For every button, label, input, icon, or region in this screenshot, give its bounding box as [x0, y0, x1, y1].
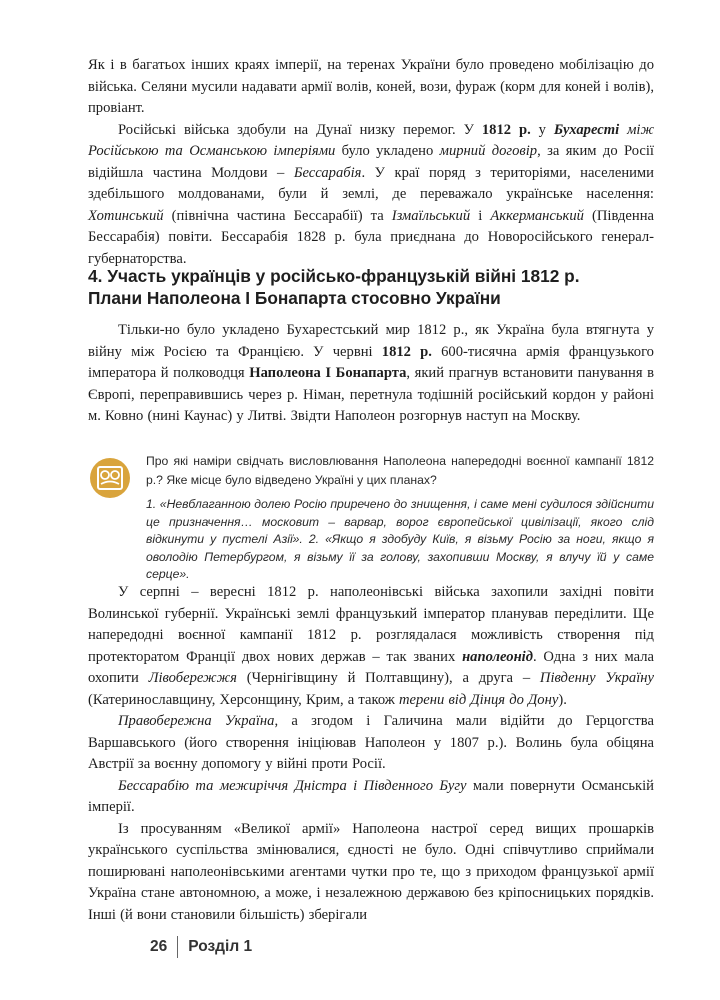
text-run: ).: [558, 691, 567, 708]
section-label: Розділ 1: [188, 938, 253, 955]
text-run: (північна частина Бессарабії) та: [163, 207, 392, 224]
text-run: було укладено: [335, 143, 440, 159]
text-run: , а згодом і Галичина мали відійти до Герцогства Варшавського (його створення ініціював Наполеон у 1807 р.). Волинь була обіцяна Австрії за воєнну допомогу у війні проти Росії.: [88, 713, 654, 772]
text-run: Бессарабія: [293, 164, 362, 181]
section-text: [88, 320, 654, 428]
text-run: , за яким до Росії відійшла частина Молдови –: [88, 143, 654, 181]
paragraph: [88, 711, 654, 776]
text-run: 1812 р.: [481, 121, 531, 138]
text-run: , який прагнув встановити панування в Європі, переправившись через р. Німан, перетнула тодішній російський кордон у районі м. Ковно (нині Каунас) у Литві. Звідти Наполеон розгорнув наступ на Москву.: [88, 365, 654, 424]
text-run: 1812 р.: [381, 343, 432, 360]
question-content: [146, 452, 654, 584]
text-run: 600-тисячна армія французького імператора й полководця: [88, 343, 654, 381]
text-run: . Одна з них мала охопити: [88, 648, 655, 686]
page-footer: [150, 935, 252, 959]
text-run: Бухаресті: [553, 121, 620, 138]
text-run: мирний договір: [439, 143, 538, 159]
text-run: Російські війська здобули на Дунаї низку перемог. У: [118, 121, 482, 138]
paragraph: [88, 320, 654, 428]
footer-divider: [177, 936, 178, 958]
intro-text: [88, 55, 654, 270]
section-heading: [88, 265, 654, 309]
main-text: [88, 582, 654, 926]
text-run: Ізмаїльський: [391, 207, 471, 224]
text-run: (Катеринославщину, Херсонщину, Крим, а також: [88, 691, 399, 708]
text-run: Південну Україну: [539, 670, 654, 686]
napoleon-quote: 1. «Невблаганною долею Росію приречено до знищення, і саме мені судилося здійснити це призначення… московит – варвар, ворог європейської цивілізації, якого слід відкинути у пустелі Азії». 2. «Якщо я здобуду Київ, я візьму Росію за ноги, якщо я оволодію Петербургом, я візьму її за голову, захопивши Москву, я влучу їй у саме серце».: [146, 497, 654, 581]
text-run: Тільки-но було укладено Бухарестський мир 1812 р., як Україна була втягнута у війну між Росією та Францією. У червні: [88, 322, 654, 360]
text-run: у: [530, 121, 554, 138]
sources-icon: [90, 458, 130, 498]
paragraph: Як і в багатьох інших краях імперії, на теренах України було проведено мобілізацію до війська. Селяни мусили надавати армії волів, коней, вози, фураж (корм для коней і волів), провіант.: [88, 57, 654, 116]
text-run: і: [470, 207, 491, 224]
paragraph: [88, 776, 654, 819]
paragraph: [88, 120, 654, 271]
text-run: Правобережна Україна: [118, 713, 275, 729]
text-run: Лівобережжя: [148, 670, 237, 686]
question-text: Про які наміри свідчать висловлювання Наполеона напередодні воєнної кампанії 1812 р.? Яке місце було відведено Україні у цих планах?: [146, 454, 654, 487]
page-number: 26: [150, 938, 168, 955]
text-run: наполеонід: [462, 648, 533, 665]
text-run: (Чернігівщину й Полтавщину), а друга –: [236, 670, 540, 686]
heading-line-1: 4. Участь українців у російсько-французькій війні 1812 р.: [88, 266, 580, 286]
text-run: Аккерманський: [490, 207, 584, 224]
text-run: мали повернути Османській імперії.: [88, 777, 654, 815]
text-run: Бессарабію та межиріччя Дністра і Південного Бугу: [118, 777, 467, 794]
source-question-box: [88, 452, 654, 581]
text-run: терени від Дінця до Дону: [398, 691, 559, 708]
paragraph: [88, 582, 654, 711]
text-run: між Російською та Османською імперіями: [88, 121, 655, 159]
text-run: . У краї поряд з територіями, населеними здебільшого молдованами, були й землі, де переважало українське населення:: [88, 164, 654, 202]
text-run: У серпні – вересні 1812 р. наполеонівські війська захопили західні повіти Волинської губернії. Українські землі французький імператор планував переділити. Ще напередодні воєнної кампанії 1812 р. розглядалася можливість створення під протекторатом Франції двох нових держав – так званих: [88, 584, 654, 665]
paragraph: Із просуванням «Великої армії» Наполеона настрої серед вищих прошарків українського суспільства змінювалися, єдності не було. Одні співчутливо сприймали поширювані наполеонівськими агентами чутки про те, що з приходом французької армії Україна стане автономною, а може, і незалежною державою без кріпосницьких порядків. Інші (й вони становили більшість) зберігали: [88, 820, 654, 923]
text-run: (Південна Бессарабія) повіти. Бессарабія 1828 р. була приєднана до Новоросійського генерал-губернаторства.: [88, 207, 654, 267]
heading-line-2: Плани Наполеона І Бонапарта стосовно України: [88, 288, 501, 308]
text-run: Наполеона І Бонапарта: [249, 365, 407, 381]
text-run: Хотинський: [88, 207, 164, 224]
